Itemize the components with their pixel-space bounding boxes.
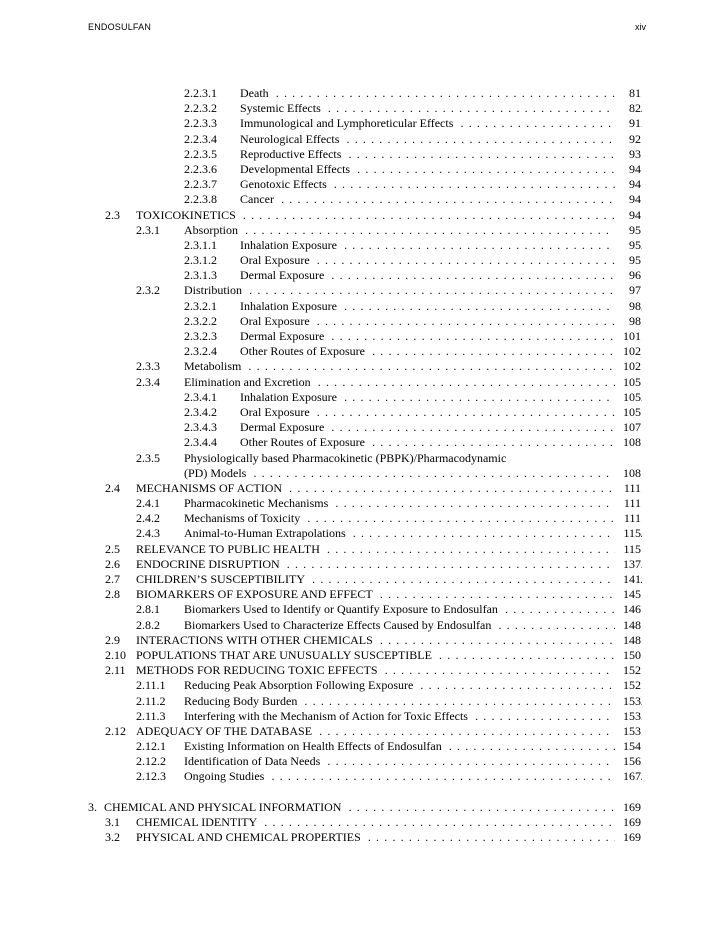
toc-entry-number: 2.9 [105,632,120,647]
toc-entry-title: Developmental Effects [240,162,353,176]
toc-entry-page: 105 [615,390,641,405]
toc-entry[interactable] [0,268,728,283]
toc-entry-page: 98 [615,299,641,314]
toc-entry-page: 154 [615,739,641,754]
toc-entry-number: 2.4.1 [136,496,160,511]
toc-entry-title: Immunological and Lymphoreticular Effects [240,116,456,130]
toc-entry-label [184,678,642,693]
toc-entry-label [184,602,642,617]
toc-entry[interactable] [0,633,728,648]
toc-entry-number: 2.2.3.3 [184,116,217,131]
toc-entry-page: 156 [615,754,641,769]
toc-entry-number: 2.3.5 [136,450,160,465]
toc-entry-page: 148 [615,633,641,648]
toc-entry-number: 2.7 [105,572,120,586]
toc-entry-title: Identification of Data Needs [184,754,323,768]
toc-entry-page: 82 [615,101,641,116]
toc-entry-number: 2.12.3 [136,769,166,784]
toc-entry-number: 2.3.1.2 [184,253,217,268]
toc-entry-page: 108 [615,466,641,481]
toc-entry-number: 2.2.3.1 [184,86,217,100]
toc-entry-number: 2.3.2.1 [184,298,217,313]
toc-entry-title: Oral Exposure [240,405,313,419]
toc-entry-title: Oral Exposure [240,314,313,328]
toc-entry[interactable] [0,754,728,769]
toc-entry-title: ADEQUACY OF THE DATABASE [136,724,315,738]
toc-entry-number: 2.3.1.3 [184,268,217,283]
toc-entry-title: Inhalation Exposure [240,238,340,252]
toc-entry-label [184,466,642,481]
toc-entry-title: Neurological Effects [240,132,342,146]
toc-entry[interactable] [0,694,728,709]
toc-entry-page: 115 [615,542,641,557]
toc-entry[interactable] [0,769,728,784]
toc-entry-page: 102 [615,344,641,359]
toc-entry[interactable] [0,557,728,572]
toc-entry[interactable] [0,223,728,238]
toc-entry-page: 153 [615,694,641,709]
toc-entry-label [240,238,642,253]
toc-entry[interactable] [0,405,728,420]
toc-entry-title: Other Routes of Exposure [240,435,368,449]
toc-entry-page: 105 [615,405,641,420]
toc-entry-page: 146 [615,602,641,617]
toc-entry-title: Inhalation Exposure [240,390,340,404]
toc-entry-title: Cancer [240,192,277,206]
toc-entry-label [136,557,642,572]
toc-entry-title: Existing Information on Health Effects of Endosulfan [184,739,445,753]
toc-entry-title: Animal-to-Human Extrapolations [184,526,349,540]
toc-entry-title: Death [240,86,272,100]
toc-entry-page: 169 [615,800,641,815]
toc-entry-number: 2.3.3 [136,359,160,374]
toc-entry-title: Elimination and Excretion [184,375,314,389]
toc-entry-title: Dermal Exposure [240,420,327,434]
toc-entry-label [240,147,642,162]
toc-entry-label [184,359,642,374]
toc-entry-title: PHYSICAL AND CHEMICAL PROPERTIES [136,830,364,844]
toc-entry-label [184,223,642,238]
toc-entry-label [240,405,642,420]
toc-entry-label [184,754,642,769]
toc-entry-number: 2.11.3 [136,708,166,723]
page-header [88,22,646,36]
toc-entry-number: 3. [88,799,97,814]
toc-entry-label [184,618,642,633]
toc-entry-label [240,420,642,435]
toc-entry[interactable] [0,344,728,359]
toc-entry[interactable] [0,663,728,678]
toc-entry-number: 2.3.2.2 [184,313,217,328]
toc-entry[interactable] [0,739,728,754]
toc-entry-title: Biomarkers Used to Identify or Quantify Exposure to Endosulfan [184,602,501,616]
toc-entry-number: 2.11.1 [136,678,166,693]
toc-entry-title: Other Routes of Exposure [240,344,368,358]
toc-entry-label [240,162,642,177]
toc-entry-number: 2.3.2.4 [184,344,217,359]
toc-entry-label [240,314,642,329]
toc-entry-label [240,390,642,405]
toc-entry[interactable] [0,86,728,101]
toc-entry-label [136,587,642,602]
toc-entry-label [240,132,642,147]
toc-entry-title: BIOMARKERS OF EXPOSURE AND EFFECT [136,587,376,601]
toc-entry-title: CHEMICAL AND PHYSICAL INFORMATION [104,800,344,814]
toc-entry-number: 2.3.4.3 [184,420,217,435]
toc-entry-title: Oral Exposure [240,253,313,267]
toc-entry-title: Interfering with the Mechanism of Action for Toxic Effects [184,709,471,723]
toc-entry-page: 93 [615,147,641,162]
toc-entry-number: 2.4.2 [136,511,160,526]
toc-entry-number: 2.3.4.4 [184,435,217,450]
toc-entry-label [240,101,642,116]
toc-entry-label [136,648,642,663]
table-of-contents [0,86,728,845]
toc-entry-title: TOXICOKINETICS [136,208,239,222]
toc-entry-label [240,192,642,207]
toc-entry-label [184,526,642,541]
toc-entry[interactable] [0,830,728,845]
toc-entry-title: Dermal Exposure [240,329,327,343]
toc-entry-label [184,511,642,526]
toc-entry-number: 2.3 [105,207,120,222]
toc-entry-label [240,329,642,344]
toc-entry-page: 97 [615,283,641,298]
toc-entry[interactable] [0,526,728,541]
toc-entry-number: 2.11.2 [136,693,166,708]
toc-entry-label [240,344,642,359]
toc-entry[interactable] [0,724,728,739]
toc-entry-page: 94 [615,192,641,207]
toc-entry-page: 95 [615,238,641,253]
toc-entry-page: 111 [615,511,641,526]
toc-entry[interactable] [0,420,728,435]
toc-entry-page: 94 [615,162,641,177]
toc-entry-page: 137 [615,557,641,572]
toc-entry-label [240,177,642,192]
toc-entry-label [136,633,642,648]
toc-entry-title: Ongoing Studies [184,769,267,783]
running-title: ENDOSULFAN [88,22,152,32]
toc-entry-title: INTERACTIONS WITH OTHER CHEMICALS [136,633,376,647]
toc-entry-page: 101 [615,329,641,344]
toc-entry-page: 105 [615,375,641,390]
toc-entry-number: 2.8.1 [136,602,160,617]
toc-entry-number: 3.1 [105,814,120,829]
toc-entry-title: MECHANISMS OF ACTION [136,481,285,495]
toc-entry-page: 96 [615,268,641,283]
toc-entry-label [104,800,642,815]
toc-entry-label [240,116,642,131]
toc-entry[interactable] [0,359,728,374]
toc-entry[interactable] [0,481,728,496]
toc-entry[interactable] [0,678,728,693]
toc-entry-title: Pharmacokinetic Mechanisms [184,496,331,510]
toc-entry-page: 102 [615,359,641,374]
toc-entry-number: 2.8 [105,587,120,602]
toc-entry-number: 2.3.4.1 [184,389,217,404]
toc-entry-label [184,375,642,390]
toc-entry-number: 2.3.2.3 [184,329,217,343]
toc-entry-number: 2.2.3.5 [184,146,217,161]
toc-entry[interactable] [0,709,728,724]
toc-entry-label [136,572,642,587]
toc-entry-label [184,709,642,724]
toc-entry-page: 94 [615,208,641,223]
toc-entry-page: 111 [615,496,641,511]
toc-entry[interactable] [0,375,728,390]
toc-entry-page: 141 [615,572,641,587]
toc-entry-number: 2.3.1.1 [184,237,217,252]
toc-entry-page: 95 [615,223,641,238]
toc-entry-number: 3.2 [105,830,120,844]
toc-entry-page: 152 [615,663,641,678]
toc-entry-label [240,253,642,268]
toc-entry-label [136,724,642,739]
toc-entry-page: 108 [615,435,641,450]
toc-entry-label [240,435,642,450]
toc-entry-page: 152 [615,678,641,693]
toc-entry[interactable] [0,648,728,663]
toc-entry[interactable] [0,587,728,602]
toc-entry[interactable] [0,602,728,617]
toc-entry-page: 150 [615,648,641,663]
toc-entry[interactable] [0,238,728,253]
toc-entry-page: 91 [615,116,641,131]
toc-entry-page: 153 [615,724,641,739]
toc-entry-number: 2.12.1 [136,739,166,754]
toc-entry-number: 2.3.2 [136,283,160,298]
toc-entry[interactable] [0,253,728,268]
toc-entry[interactable] [0,329,728,344]
toc-entry-title: Inhalation Exposure [240,299,340,313]
toc-entry-number: 2.11 [105,663,126,678]
toc-entry-page: 92 [615,132,641,147]
toc-entry-number: 2.6 [105,556,120,571]
toc-entry-label [184,283,642,298]
toc-entry[interactable] [0,208,728,223]
toc-entry-number: 2.2.3.8 [184,192,217,207]
toc-entry-number: 2.3.4 [136,374,160,389]
toc-entry-title: ENDOCRINE DISRUPTION [136,557,283,571]
toc-entry[interactable] [0,299,728,314]
toc-entry[interactable] [0,147,728,162]
toc-entry-page: 145 [615,587,641,602]
toc-entry[interactable] [0,466,728,481]
toc-entry-page: 107 [615,420,641,435]
toc-entry[interactable] [0,390,728,405]
toc-entry-label [136,663,642,678]
toc-entry-label [136,208,642,223]
toc-entry-number: 2.4.3 [136,526,160,541]
toc-entry-title: Physiologically based Pharmacokinetic (PBPK)/Pharmacodynamic [184,451,509,465]
toc-entry-label [240,86,642,101]
toc-entry[interactable] [0,314,728,329]
toc-entry[interactable] [0,800,728,815]
toc-entry-page: 98 [615,314,641,329]
toc-entry-label [184,451,642,466]
toc-entry-label [240,299,642,314]
toc-entry-label [184,739,642,754]
toc-entry-label [184,694,642,709]
toc-entry-page: 148 [615,618,641,633]
toc-entry-number: 2.12.2 [136,754,166,769]
toc-entry-label [184,769,642,784]
toc-entry-title: CHILDREN’S SUSCEPTIBILITY [136,572,308,586]
toc-entry[interactable] [0,283,728,298]
toc-entry-title: Absorption [184,223,241,237]
toc-entry-page: 153 [615,709,641,724]
toc-entry-title: Reproductive Effects [240,147,344,161]
toc-entry-label [136,481,642,496]
toc-entry-page: 81 [615,86,641,101]
toc-entry-number: 2.3.4.2 [184,404,217,419]
toc-entry[interactable] [0,101,728,116]
toc-entry-number: 2.8.2 [136,617,160,632]
toc-entry-title: Systemic Effects [240,101,324,115]
toc-entry-page: 169 [615,815,641,830]
toc-entry-title: Genotoxic Effects [240,177,330,191]
toc-entry[interactable] [0,162,728,177]
toc-entry[interactable] [0,572,728,587]
toc-entry-number: 2.2.3.4 [184,131,217,146]
toc-entry[interactable] [0,132,728,147]
toc-entry-title: Mechanisms of Toxicity [184,511,303,525]
toc-entry-number: 2.2.3.6 [184,161,217,176]
toc-entry[interactable] [0,451,728,466]
toc-entry-label [136,830,642,845]
toc-entry-title: (PD) Models [184,466,249,480]
toc-entry[interactable] [0,116,728,131]
toc-entry[interactable] [0,542,728,557]
toc-entry-title: Biomarkers Used to Characterize Effects Caused by Endosulfan [184,618,494,632]
toc-entry[interactable] [0,435,728,450]
toc-entry-number: 2.3.1 [136,222,160,237]
toc-entry-page: 115 [615,526,641,541]
toc-entry-title: RELEVANCE TO PUBLIC HEALTH [136,542,323,556]
toc-entry-page: 95 [615,253,641,268]
toc-entry-page: 167 [615,769,641,784]
toc-entry-number: 2.10 [105,647,126,662]
toc-entry[interactable] [0,192,728,207]
toc-entry-title: Reducing Body Burden [184,694,300,708]
toc-entry-number: 2.4 [105,480,120,495]
toc-entry-number: 2.5 [105,541,120,556]
toc-entry-label [136,542,642,557]
toc-entry-title: Reducing Peak Absorption Following Exposure [184,678,416,692]
toc-entry-label [184,496,642,511]
toc-entry-title: Dermal Exposure [240,268,327,282]
toc-entry-page: 94 [615,177,641,192]
toc-entry-number: 2.2.3.7 [184,177,217,192]
page-number: xiv [635,22,646,32]
toc-entry-label [136,815,642,830]
toc-entry-title: Metabolism [184,359,244,373]
toc-entry-title: POPULATIONS THAT ARE UNUSUALLY SUSCEPTIBLE [136,648,435,662]
toc-entry-page: 111 [615,481,641,496]
toc-entry-page: 169 [615,830,641,845]
toc-entry-title: CHEMICAL IDENTITY [136,815,260,829]
toc-entry[interactable] [0,496,728,511]
toc-entry[interactable] [0,177,728,192]
toc-entry-number: 2.12 [105,723,126,738]
toc-entry[interactable] [0,511,728,526]
toc-entry[interactable] [0,618,728,633]
toc-entry-title: Distribution [184,283,245,297]
toc-entry-label [240,268,642,283]
toc-entry[interactable] [0,815,728,830]
toc-entry-number: 2.2.3.2 [184,101,217,116]
toc-entry-title: METHODS FOR REDUCING TOXIC EFFECTS [136,663,381,677]
